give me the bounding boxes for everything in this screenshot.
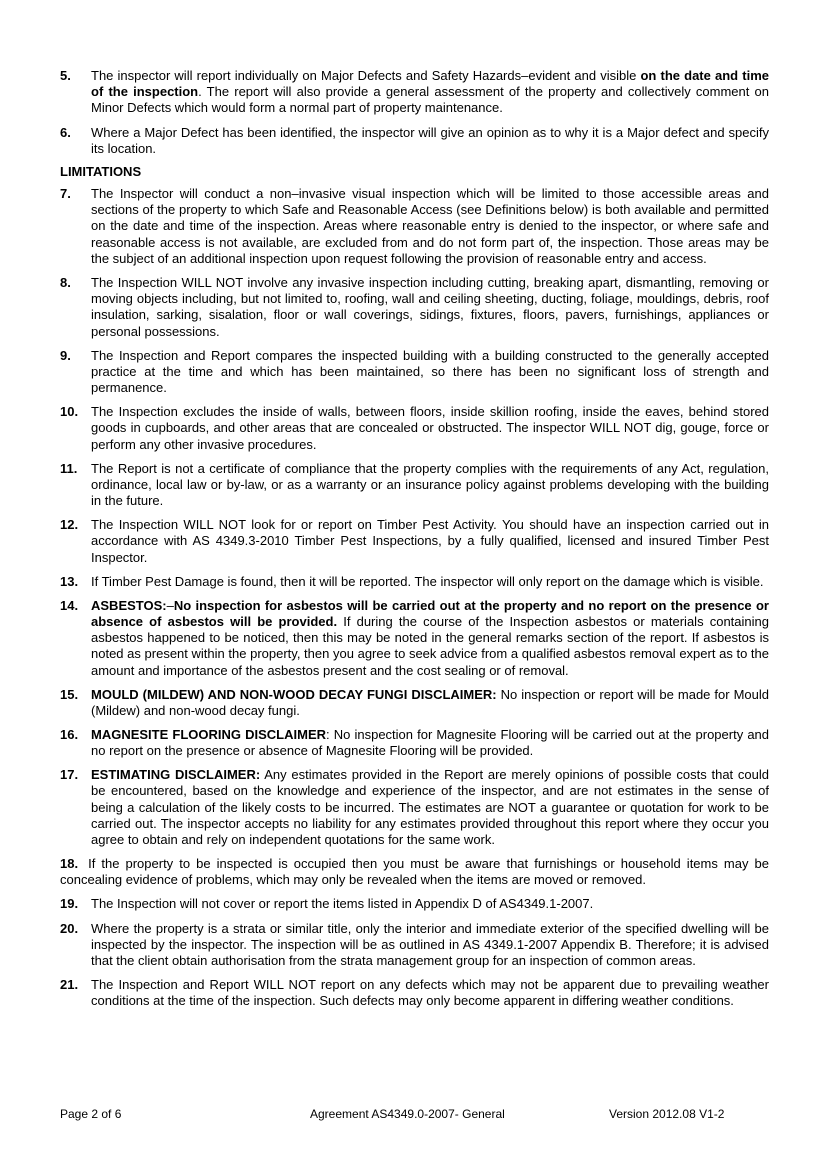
item-text <box>91 404 769 453</box>
item-number: 14. <box>60 597 79 613</box>
item-number: 8. <box>60 274 71 290</box>
list-item <box>60 598 769 679</box>
text-run: Where the property is a strata or similar title, only the interior and immediate exterior of the specified dwelling will be inspected by the inspector. The inspection will be as outlined in AS 4349.1-2007 Appendix B. Therefore; it is advised that the client obtain authorisation from the strata management group for an inspection of common areas. <box>91 920 769 968</box>
item-number: 12. <box>60 517 79 533</box>
bold-text: No inspection for asbestos will be carried out at the property and no report on the presence or absence of asbestos will be provided. <box>91 597 769 629</box>
text-run: The Inspection WILL NOT look for or report on Timber Pest Activity. You should have an inspection carried out in accordance with AS 4349.3-2010 Timber Pest Inspections, by a fully qualified, licensed and insured Timber Pest Inspector. <box>91 517 769 565</box>
text-run: The Inspection excludes the inside of walls, between floors, inside skillion roofing, inside the eaves, behind stored goods in cupboards, and other areas that are concealed or obstructed. The inspector WILL NOT dig, gouge, force or perform any other invasive procedures. <box>91 404 769 452</box>
agreement-reference: Agreement AS4349.0-2007- General <box>310 1107 505 1121</box>
document-body <box>60 68 769 1017</box>
item-text <box>91 517 769 566</box>
text-run: The Inspection and Report WILL NOT report on any defects which may not be apparent due to prevailing weather conditions at the time of the inspection. Such defects may only become apparent in differing weather conditions. <box>91 977 769 1009</box>
item-text <box>91 896 769 912</box>
item-text <box>91 461 769 510</box>
item-text <box>91 921 769 970</box>
item-number: 17. <box>60 767 79 783</box>
item-number: 18. <box>60 856 79 872</box>
limitations-list-continued <box>60 896 769 1009</box>
list-item <box>60 727 769 759</box>
bold-text: MOULD (MILDEW) AND NON-WOOD DECAY FUNGI DISCLAIMER: <box>91 686 497 702</box>
list-item <box>60 856 769 888</box>
text-run: The Inspector will conduct a non–invasive visual inspection which will be limited to those accessible areas and sections of the property to which Safe and Reasonable Access (see Definitions below) is both available and permitted on the date and time of the inspection. Areas where reasonable entry is denied to the inspector, or where safe and reasonable access is not available, are excluded from and do not form part of, the inspection. Those areas may be the subject of an additional inspection upon request following the provision of reasonable entry and access. <box>91 186 769 266</box>
text-run: – <box>166 597 174 613</box>
list-item <box>60 574 769 590</box>
list-item <box>60 977 769 1009</box>
bold-text: ESTIMATING DISCLAIMER: <box>91 767 261 783</box>
list-item <box>60 68 769 117</box>
text-run: If during the course of the Inspection asbestos or materials containing asbestos happened to be noticed, then this may be noted in the general remarks section of the report. If asbestos is noted as present within the property, then you agree to seek advice from a qualified asbestos removal expert as to the amount and importance of the asbestos present and the cost sealing or of removal. <box>91 613 769 678</box>
list-item <box>60 687 769 719</box>
item-number: 19. <box>60 896 79 912</box>
text-run: No inspection or report will be made for Mould (Mildew) and non-wood decay fungi. <box>91 686 770 718</box>
page-number: Page 2 of 6 <box>60 1107 122 1121</box>
list-item <box>60 517 769 566</box>
text-run: The inspector will report individually on Major Defects and Safety Hazards–evident and visible <box>91 68 641 83</box>
item-number: 5. <box>60 68 71 83</box>
item-number: 13. <box>60 573 79 589</box>
item-number: 10. <box>60 404 79 420</box>
list-item <box>60 921 769 970</box>
limitations-list <box>60 186 769 848</box>
list-item <box>60 461 769 510</box>
text-run: The Report is not a certificate of compliance that the property complies with the requirements of any Act, regulation, ordinance, local law or by-law, or as a warranty or an insurance policy against problems developing with the building in the future. <box>91 460 769 509</box>
item-text <box>91 275 769 340</box>
text-run: The Inspection WILL NOT involve any invasive inspection including cutting, breaking apart, dismantling, removing or moving objects including, but not limited to, roofing, wall and ceiling sheeting, ducting, foliage, mouldings, debris, roof insulation, sarking, sisalation, floor or wall coverings, sidings, fixtures, floors, pavers, furnishings, appliances or personal possessions. <box>91 274 769 339</box>
list-item <box>60 896 769 912</box>
item-number: 20. <box>60 920 79 936</box>
list-item <box>60 348 769 397</box>
version-label: Version 2012.08 V1-2 <box>609 1107 725 1121</box>
item-text <box>91 767 769 848</box>
text-run: : No inspection for Magnesite Flooring will be carried out at the property and no report on the presence or absence of Magnesite Flooring will be provided. <box>91 726 770 759</box>
item-text <box>91 727 769 759</box>
text-run: Where a Major Defect has been identified, the inspector will give an opinion as to why it is a Major defect and specify its location. <box>91 124 769 156</box>
bold-text: ASBESTOS: <box>91 597 167 613</box>
item-number: 16. <box>60 726 79 742</box>
item-number: 9. <box>60 347 71 363</box>
text-run: The Inspection and Report compares the inspected building with a building constructed to the generally accepted practice at the time and which has been maintained, so there has been no significant loss of strength and permanence. <box>91 347 769 396</box>
list-item <box>60 186 769 267</box>
text-run: . The report will also provide a general assessment of the property and collectively comment on Minor Defects which would form a normal part of property maintenance. <box>91 84 770 116</box>
bold-text: on the date and time of the inspection <box>91 68 769 100</box>
list-item <box>60 767 769 848</box>
list-item <box>60 275 769 340</box>
limitations-heading: LIMITATIONS <box>60 163 142 179</box>
item-text <box>91 348 769 397</box>
item-text <box>91 598 769 679</box>
text-run: If Timber Pest Damage is found, then it will be reported. The inspector will only report on the damage which is visible. <box>91 573 764 589</box>
item-number: 6. <box>60 124 71 140</box>
bold-text: MAGNESITE FLOORING DISCLAIMER <box>91 726 327 742</box>
item-text <box>91 687 769 719</box>
item-number: 7. <box>60 186 71 201</box>
item-number: 11. <box>60 460 78 476</box>
item-number: 21. <box>60 977 79 992</box>
list-item <box>60 404 769 453</box>
item-text <box>91 977 769 1009</box>
item-text <box>91 574 769 590</box>
list-item <box>60 125 769 157</box>
item-text <box>91 68 769 117</box>
item-text <box>91 125 769 157</box>
conditions-list-top <box>60 68 769 157</box>
item-number: 15. <box>60 686 79 702</box>
item-text <box>91 186 769 267</box>
item-text: If the property to be inspected is occupied then you must be aware that furnishings or household items may be concealing evidence of problems, which may only be revealed when the items are moved or removed. <box>60 856 769 888</box>
text-run: The Inspection will not cover or report the items listed in Appendix D of AS4349.1-2007. <box>91 896 594 912</box>
text-run: Any estimates provided in the Report are merely opinions of possible costs that could be encountered, based on the knowledge and experience of the inspector, and are not estimates in the sense of being a calculation of the likely costs to be incurred. The estimates are NOT a guarantee or quotation for work to be carried out. The inspector accepts no liability for any estimates provided throughout this report where they occur you agree to obtain and rely on independent quotations for the same work. <box>91 767 769 848</box>
